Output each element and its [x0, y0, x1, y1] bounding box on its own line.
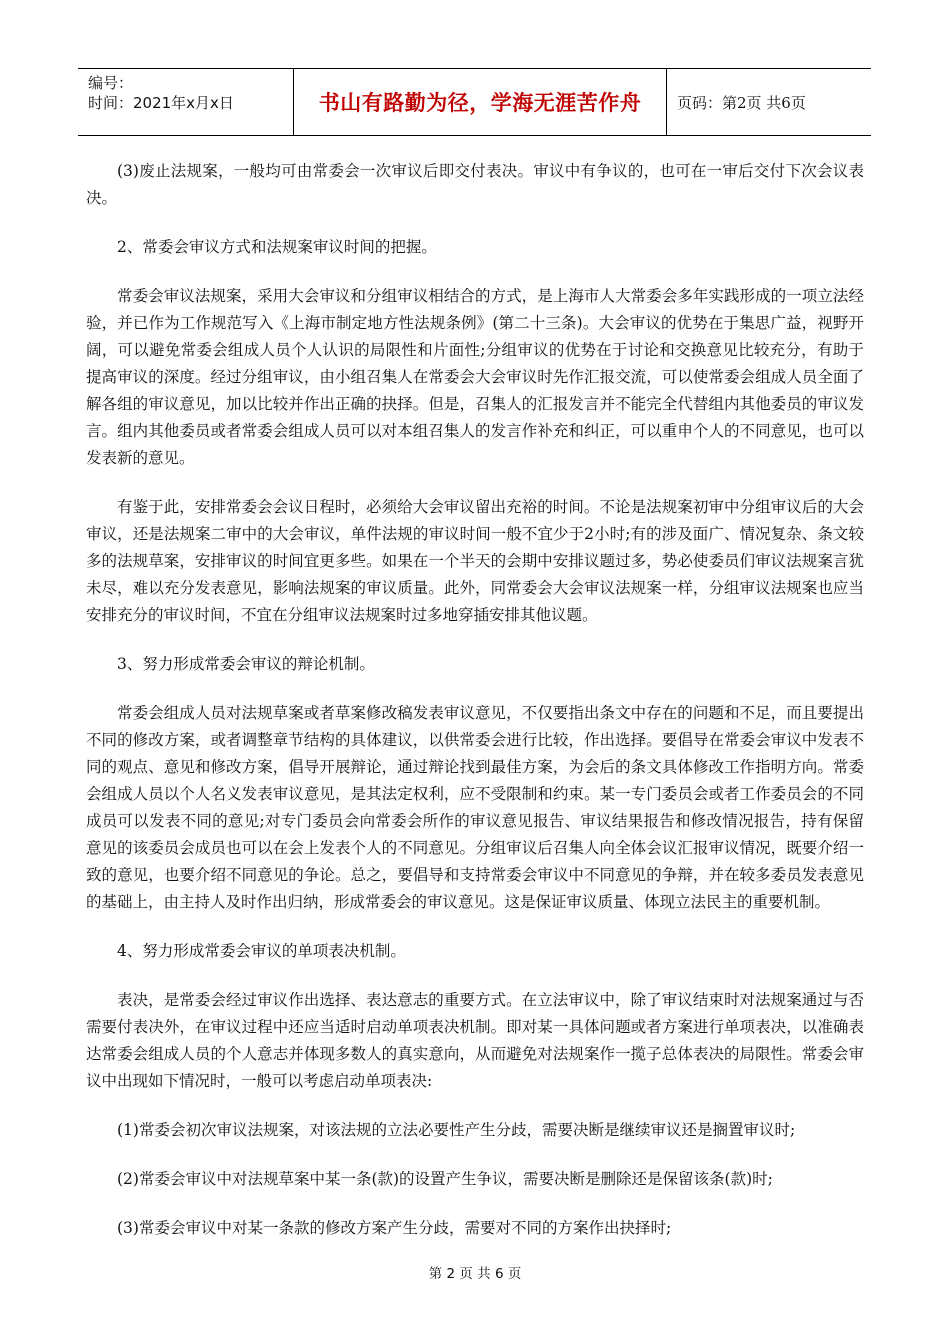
header-meta [78, 69, 294, 135]
header-motto: 书山有路勤为径，学海无涯苦作舟 [294, 69, 667, 135]
paragraph: 表决，是常委会经过审议作出选择、表达意志的重要方式。在立法审议中，除了审议结束时对法规案通过与否需要付表决外，在审议过程中还应当适时启动单项表决机制。即对某一具体问题或者方案进行单项表决，以准确表达常委会组成人员的个人意志并体现多数人的真实意向，从而避免对法规案作一揽子总体表决的局限性。常委会审议中出现如下情况时，一般可以考虑启动单项表决: [86, 991, 864, 1090]
header-page-info: 页码：第2页 共6页 [677, 93, 806, 112]
page-footer [0, 1262, 950, 1282]
list-item: (1)常委会初次审议法规案，对该法规的立法必要性产生分歧，需要决断是继续审议还是搁置审议时; [117, 1121, 796, 1139]
section-heading: 3、努力形成常委会审议的辩论机制。 [117, 655, 375, 673]
footer-middle: 页 共 [459, 1266, 491, 1282]
paragraph: (3)废止法规案，一般均可由常委会一次审议后即交付表决。审议中有争议的，也可在一审后交付下次会议表决。 [86, 162, 864, 207]
footer-suffix: 页 [507, 1266, 522, 1282]
footer-prefix: 第 [428, 1266, 443, 1282]
footer-page-number: 2 [446, 1266, 456, 1282]
list-item: (2)常委会审议中对法规草案中某一条(款)的设置产生争议，需要决断是删除还是保留该条(款)时; [117, 1170, 773, 1188]
section-heading: 2、常委会审议方式和法规案审议时间的把握。 [117, 238, 437, 256]
paragraph: 常委会组成人员对法规草案或者草案修改稿发表审议意见，不仅要指出条文中存在的问题和不足，而且要提出不同的修改方案，或者调整章节结构的具体建议，以供常委会进行比较，作出选择。要倡导在常委会审议中发表不同的观点、意见和修改方案，倡导开展辩论，通过辩论找到最佳方案，为会后的条文具体修改工作指明方向。常委会组成人员以个人名义发表审议意见，是其法定权利，应不受限制和约束。某一专门委员会或者工作委员会的不同成员可以发表不同的意见;对专门委员会向常委会所作的审议意见报告、审议结果报告和修改情况报告，持有保留意见的该委员会成员也可以在会上发表个人的不同意见。分组审议后召集人向全体会议汇报审议情况，既要介绍一致的意见，也要介绍不同意见的争论。总之，要倡导和支持常委会审议中不同意见的争辩，并在较多委员发表意见的基础上，由主持人及时作出归纳，形成常委会的审议意见。这是保证审议质量、体现立法民主的重要机制。 [86, 704, 864, 911]
page-header [78, 68, 871, 136]
document-body [86, 158, 864, 1264]
list-item: (3)常委会审议中对某一条款的修改方案产生分歧，需要对不同的方案作出抉择时; [117, 1219, 672, 1237]
header-date: 时间：2021年x月x日 [88, 94, 234, 112]
section-heading: 4、努力形成常委会审议的单项表决机制。 [117, 942, 406, 960]
footer-total-pages: 6 [494, 1266, 504, 1282]
paragraph: 有鉴于此，安排常委会会议日程时，必须给大会审议留出充裕的时间。不论是法规案初审中分组审议后的大会审议，还是法规案二审中的大会审议，单件法规的审议时间一般不宜少于2小时;有的涉及面广、情况复杂、条文较多的法规草案，安排审议的时间宜更多些。如果在一个半天的会期中安排议题过多，势必使委员们审议法规案言犹未尽，难以充分发表意见，影响法规案的审议质量。此外，同常委会大会审议法规案一样，分组审议法规案也应当安排充分的审议时间，不宜在分组审议法规案时过多地穿插安排其他议题。 [86, 498, 864, 624]
header-number: 编号： [88, 74, 134, 92]
paragraph: 常委会审议法规案，采用大会审议和分组审议相结合的方式，是上海市人大常委会多年实践形成的一项立法经验，并已作为工作规范写入《上海市制定地方性法规条例》(第二十三条)。大会审议的优势在于集思广益，视野开阔，可以避免常委会组成人员个人认识的局限性和片面性;分组审议的优势在于讨论和交换意见比较充分，有助于提高审议的深度。经过分组审议，由小组召集人在常委会大会审议时先作汇报交流，可以使常委会组成人员全面了解各组的审议意见，加以比较并作出正确的抉择。但是，召集人的汇报发言并不能完全代替组内其他委员的审议发言。组内其他委员或者常委会组成人员可以对本组召集人的发言作补充和纠正，可以重申个人的不同意见，也可以发表新的意见。 [86, 287, 864, 467]
